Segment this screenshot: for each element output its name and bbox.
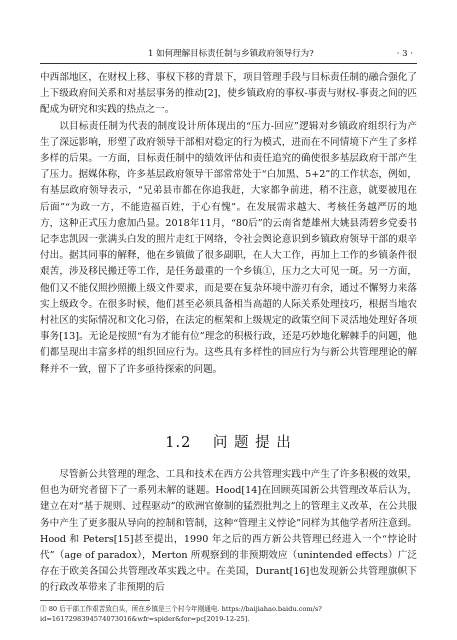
paragraph-3: 尽管新公共管理的理念、工具和技术在西方公共管理实践中产生了许多积极的效果，但也为研究者留下了一系列未解的谜题。Hood[14]在回顾英国新公共管理改革后认为，建立在对“基于规则、过程驱动”的欧洲官僚制的猛烈批判之上的管理主义改革，在公共服务中产生了更多服从导向的控制和管制，这种“管理主义悖论”同样为其他学者所注意到。Hood 和 Peters[15]甚至提出，1990 年之后的西方新公共管理已经进入一个“悖论时代”（age of paradox），Merton 所观察到的非预期效应（unintended effects）广泛存在于欧美各国公共管理改革实践之中。在美国，Durant[16]也发现新公共管理旗帜下的行政改革带来了非预期的后 [40, 469, 417, 594]
footnote: ① 80 后干部工作艰苦致白头，所在乡镇是三个村今年刚通电. https://baijiahao.baidu.com/s?id=1617298394574073016&wfr=spider&for=pc[2019-12-25]. [40, 605, 322, 623]
running-head-title: 1 如何理解目标责任制与乡镇政府领导行为? [148, 49, 314, 59]
section-number: 1.2 [165, 435, 192, 451]
paragraph-2: 以目标责任制为代表的制度设计所体现出的“压力-回应”逻辑对乡镇政府组织行为产生了深远影响，形塑了政府领导干部相对稳定的行为模式，进而在不同情境下产生了多样多样的后果。一方面，目标责任制中的绩效评估和责任追究的确使很多基层政府干部产生了压力。据媒体称，许多基层政府领导干部常常处于“白加黑、5+2”的工作状态，例如，有基层政府领导表示，“兄弟县市都在你追我赶，大家都争前进，稍不注意，就要被甩在后面”“为政一方，不能造福百姓，于心有愧”。在发展需求越大、考核任务越严厉的地方，这种正式压力愈加凸显。2018年11月，“80后”的云南省楚雄州大姚县湾碧乡党委书记李忠凯因一张满头白发的照片走红于网络，令社会舆论意识到乡镇政府领导干部的艰辛付出。据其同事的解释，他在乡镇做了很多副职，在人大工作，再加上工作的乡镇条件很艰苦，涉及移民搬迁等工作，是任务最重的一个乡镇①，压力之大可见一斑。另一方面，他们又不能仅照抄照搬上级文件要求，而是要在复杂环境中游刃有余，通过不懈努力来落实上级政令。在很多时候，他们甚至必须具备相当高超的人际关系处理技巧，根据当地农村社区的实际情况和文化习俗，在法定的框架和上级规定的政策空间下灵活地处理好各项事务[13]。无论是按照“有为才能有位”理念的积极行政，还是巧妙地化解棘手的问题，他们都呈现出丰富多样的组织回应行为。这些具有多样性的回应行为与新公共管理理论的解释并不一致，留下了许多亟待探索的问题。 [40, 120, 417, 375]
paragraph-1: 中西部地区，在财权上移、事权下移的背景下，项目管理手段与目标责任制的融合强化了上下级政府间关系和对基层事务的推动[2]，使乡镇政府的事权-事责与财权-事责之间的匹配成为研究和实践的热点之一。 [40, 72, 417, 116]
page-number: · 3 · [396, 49, 413, 59]
section-title: 问 题 提 出 [212, 435, 292, 451]
body-text-upper [40, 70, 417, 378]
footnote-rule [40, 600, 150, 601]
header-rule [40, 63, 417, 64]
running-head [78, 47, 417, 61]
body-text-lower [40, 467, 417, 597]
section-heading [0, 428, 457, 458]
